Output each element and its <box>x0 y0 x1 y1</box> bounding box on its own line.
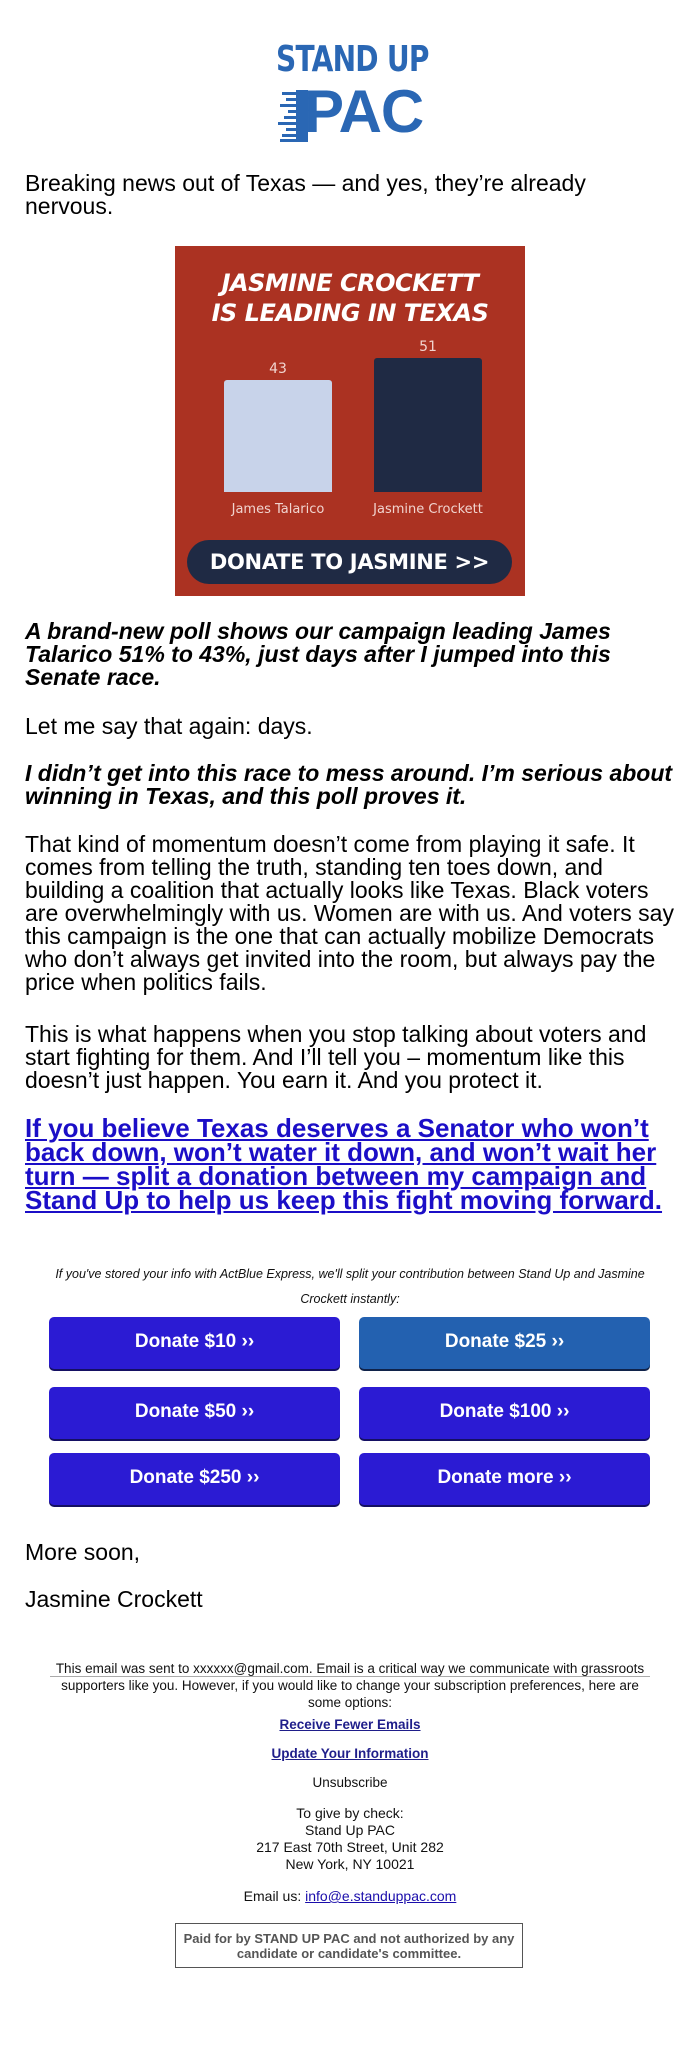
split-donation-link[interactable]: If you believe Texas deserves a Senator who won’t back down, won’t water it down, and won’t wait her turn — split a donation between my campaign and Stand Up to help us keep this fight moving forward. <box>25 1113 663 1215</box>
bar-value-crockett: 51 <box>419 339 437 355</box>
closing-text: More soon, <box>25 1539 141 1565</box>
days-paragraph: Let me say that again: days. <box>25 713 313 739</box>
bar-value-talarico: 43 <box>269 361 287 377</box>
footer-sent-to: This email was sent to xxxxxx@gmail.com. Email is a critical way we communicate with grassroots supporters like you. However, if you would like to change your subscription preferences, here are some options: <box>55 1661 645 1710</box>
bar-talarico <box>224 380 332 492</box>
intro-paragraph: Breaking news out of Texas — and yes, they’re already nervous. <box>25 170 586 219</box>
actblue-express-note: If you've stored your info with ActBlue Express, we'll split your contribution between Stand Up and Jasmine Crockett instantly: <box>55 1267 645 1306</box>
receive-fewer-emails-link[interactable]: Receive Fewer Emails <box>279 1717 421 1732</box>
update-info-row <box>50 1745 650 1762</box>
email-us-link[interactable]: info@e.standuppac.com <box>305 1888 457 1904</box>
org-name: Stand Up PAC <box>304 1822 395 1838</box>
unsubscribe-link[interactable]: Unsubscribe <box>312 1775 388 1790</box>
chart-title-line2: IS LEADING IN TEXAS <box>211 299 489 327</box>
update-your-information-link[interactable]: Update Your Information <box>271 1746 429 1761</box>
donate-250-button[interactable]: Donate $250 ›› <box>49 1453 340 1505</box>
donate-more-button[interactable]: Donate more ›› <box>359 1453 650 1505</box>
serious-paragraph: I didn’t get into this race to mess around. I’m serious about winning in Texas, and this poll proves it. <box>25 760 673 809</box>
chart-title-line1: JASMINE CROCKETT <box>221 269 479 297</box>
logo-line2: PAC <box>304 78 424 145</box>
donate-25-button[interactable]: Donate $25 ›› <box>359 1317 650 1369</box>
bar-label-crockett: Jasmine Crockett <box>373 502 483 517</box>
address-line1: 217 East 70th Street, Unit 282 <box>256 1839 444 1855</box>
check-heading: To give by check: <box>296 1805 404 1821</box>
bar-crockett <box>374 358 482 492</box>
donate-100-button[interactable]: Donate $100 ›› <box>359 1387 650 1439</box>
logo-line1: STAND UP <box>276 39 429 80</box>
signature-name: Jasmine Crockett <box>25 1586 203 1612</box>
donate-50-button[interactable]: Donate $50 ›› <box>49 1387 340 1439</box>
address-line2: New York, NY 10021 <box>285 1856 415 1872</box>
donate-10-button[interactable]: Donate $10 ›› <box>49 1317 340 1369</box>
check-address-block <box>50 1805 650 1873</box>
paid-for-disclaimer: Paid for by STAND UP PAC and not authorized by any candidate or candidate's committee. <box>175 1923 523 1968</box>
stand-up-pac-logo[interactable] <box>276 39 429 145</box>
poll-chart-image[interactable] <box>175 246 525 596</box>
poll-lead-paragraph: A brand-new poll shows our campaign leading James Talarico 51% to 43%, just days after I jumped into this Senate race. <box>25 618 611 690</box>
momentum-paragraph: That kind of momentum doesn’t come from playing it safe. It comes from telling the truth, standing ten toes down, and building a coalition that actually looks like Texas. Black voters are overwhelmingly with us. Women are with us. And voters say this campaign is the one that can actually mobilize Democrats who don’t always get invited into the room, but always pay the price when politics fails. <box>25 831 674 995</box>
email-us-row <box>50 1888 650 1905</box>
email-us-label: Email us: <box>243 1888 306 1904</box>
fewer-emails-row <box>50 1716 650 1733</box>
fighting-paragraph: This is what happens when you stop talking about voters and start fighting for them. And I’ll tell you – momentum like this doesn’t just happen. You earn it. And you protect it. <box>25 1021 647 1093</box>
donate-to-jasmine-graphic-button[interactable]: DONATE TO JASMINE >> <box>187 540 512 584</box>
chart-title <box>175 268 525 328</box>
bar-label-talarico: James Talarico <box>231 502 325 517</box>
